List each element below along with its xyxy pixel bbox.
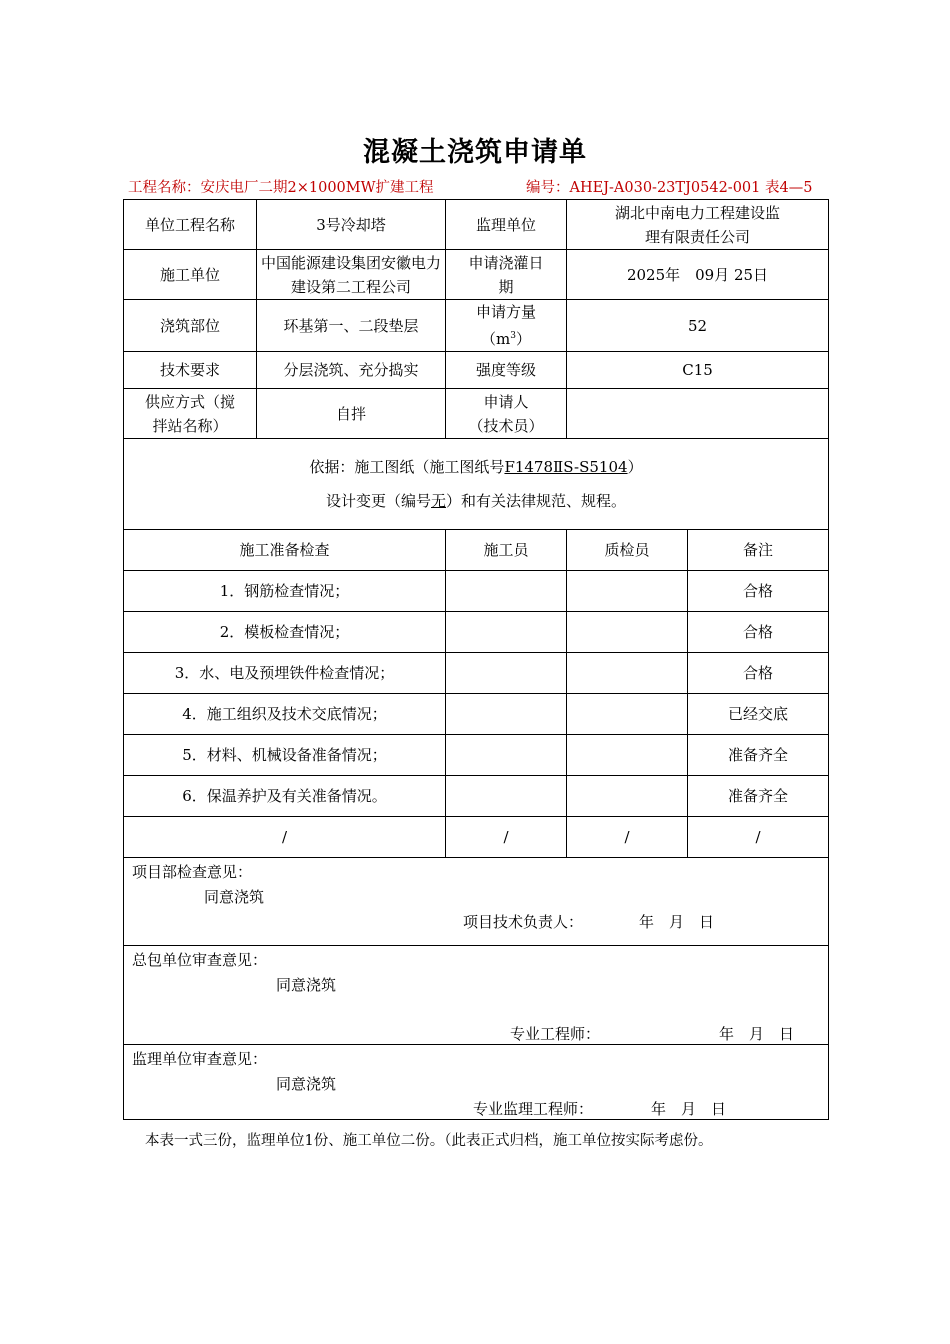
unit-project-label: 单位工程名称 [124,200,257,250]
check-inspector [567,571,688,612]
supply-label [124,389,257,439]
volume-label [446,300,567,352]
check-item: 4．施工组织及技术交底情况； [124,694,446,735]
check-worker [446,735,567,776]
check-inspector [567,694,688,735]
supervision-opinion-date: 年 月 日 [651,1100,727,1118]
footnote: 本表一式三份，监理单位1份、施工单位二份。（此表正式归档，施工单位按实际考虑份。 [145,1133,713,1149]
basis-drawings-suffix: ） [627,458,643,476]
location-label: 浇筑部位 [124,300,257,352]
basis-change-suffix: ）和有关法律规范、规程。 [446,492,627,510]
checks-header-item: 施工准备检查 [124,530,446,571]
table-row [124,653,829,694]
project-opinion-text: 同意浇筑 [204,888,265,906]
project-opinion-label: 项目部检查意见： [132,863,253,881]
check-remark: 合格 [688,653,829,694]
table-row [124,612,829,653]
check-item: 3．水、电及预埋铁件检查情况； [124,653,446,694]
volume-label-line2 [450,324,562,351]
tech-label: 技术要求 [124,352,257,389]
volume-label-line1: 申请方量 [475,303,536,321]
check-inspector [567,612,688,653]
supervision-opinion-label: 监理单位审查意见： [132,1050,268,1068]
info-row-construction [124,250,829,300]
supervision-opinion-text: 同意浇筑 [276,1075,337,1093]
checks-header-inspector: 质检员 [567,530,688,571]
table-row [124,735,829,776]
check-worker [446,776,567,817]
basis-row [124,439,829,530]
check-remark: 已经交底 [688,694,829,735]
project-opinion-signer: 项目技术负责人： [463,913,584,931]
supervision-value [567,200,829,250]
project-opinion-date: 年 月 日 [639,913,715,931]
tech-value: 分层浇筑、充分捣实 [257,352,446,389]
check-worker [446,694,567,735]
basis-drawings-prefix: 依据：施工图纸（施工图纸号 [309,458,505,476]
basis-change-number: 无 [431,492,447,510]
supervision-opinion-row [124,1045,829,1120]
construction-value [257,250,446,300]
apply-date-value: 2025年 09月 25日 [567,250,829,300]
grade-label: 强度等级 [446,352,567,389]
location-value: 环基第一、二段垫层 [257,300,446,352]
supervision-value-line2: 理有限责任公司 [645,227,751,246]
volume-unit-close: ） [515,330,531,348]
unit-project-value: 3号冷却塔 [257,200,446,250]
construction-value-line2: 建设第二工程公司 [290,277,411,296]
volume-unit-open: （m [481,330,511,348]
check-inspector [567,653,688,694]
check-inspector [567,776,688,817]
check-worker [446,571,567,612]
contractor-opinion-row [124,946,829,1045]
contractor-opinion-date: 年 月 日 [719,1025,795,1043]
supervision-opinion-cell [124,1045,829,1120]
check-item: 2．模板检查情况； [124,612,446,653]
basis-change-prefix: 设计变更（编号 [325,492,431,510]
slash-worker: / [446,817,567,858]
check-remark: 准备齐全 [688,735,829,776]
check-item: 5．材料、机械设备准备情况； [124,735,446,776]
project-opinion-row [124,858,829,946]
page-title: 混凝土浇筑申请单 [363,137,587,168]
apply-date-label-line1: 申请浇灌日 [468,253,544,272]
table-row [124,694,829,735]
check-worker [446,612,567,653]
info-row-supply [124,389,829,439]
construction-label: 施工单位 [124,250,257,300]
table-row [124,571,829,612]
slash-remark: / [688,817,829,858]
applicant-value [567,389,829,439]
supply-value: 自拌 [257,389,446,439]
supervision-label: 监理单位 [446,200,567,250]
project-name: 工程名称：安庆电厂二期2×1000MW扩建工程 [128,180,434,196]
check-inspector [567,735,688,776]
volume-unit-sup: 3 [510,331,516,341]
applicant-label-line1: 申请人 [483,392,529,411]
applicant-label-line2: （技术员） [468,416,544,435]
table-row [124,776,829,817]
info-row-location [124,300,829,352]
supply-label-line1: 供应方式（搅 [144,392,235,411]
basis-drawings [128,455,824,479]
applicant-label [446,389,567,439]
contractor-opinion-signer: 专业工程师： [510,1025,601,1043]
check-remark: 合格 [688,612,829,653]
contractor-opinion-text: 同意浇筑 [276,976,337,994]
checks-header-remark: 备注 [688,530,829,571]
supervision-opinion-signer: 专业监理工程师： [473,1100,594,1118]
basis-drawing-number: F1478ⅡS-S5104 [504,458,628,476]
basis-design-change [128,489,824,513]
check-item: 6．保温养护及有关准备情况。 [124,776,446,817]
check-remark: 合格 [688,571,829,612]
checks-header-row [124,530,829,571]
form-code: 编号：AHEJ-A030-23TJ0542-001 表4—5 [526,180,813,196]
supply-label-line2: 拌站名称） [152,416,228,435]
info-row-tech [124,352,829,389]
check-remark: 准备齐全 [688,776,829,817]
contractor-opinion-label: 总包单位审查意见： [132,951,268,969]
construction-value-line1: 中国能源建设集团安徽电力 [261,253,442,272]
slash-inspector: / [567,817,688,858]
project-opinion-cell [124,858,829,946]
check-worker [446,653,567,694]
slash-row [124,817,829,858]
info-row-unit [124,200,829,250]
apply-date-label [446,250,567,300]
slash-item: / [124,817,446,858]
basis-cell [124,439,829,530]
contractor-opinion-cell [124,946,829,1045]
apply-date-label-line2: 期 [498,277,514,296]
check-item: 1．钢筋检查情况； [124,571,446,612]
supervision-value-line1: 湖北中南电力工程建设监 [615,203,781,222]
checks-header-worker: 施工员 [446,530,567,571]
pour-application-form [123,199,829,1120]
grade-value: C15 [567,352,829,389]
volume-value: 52 [567,300,829,352]
